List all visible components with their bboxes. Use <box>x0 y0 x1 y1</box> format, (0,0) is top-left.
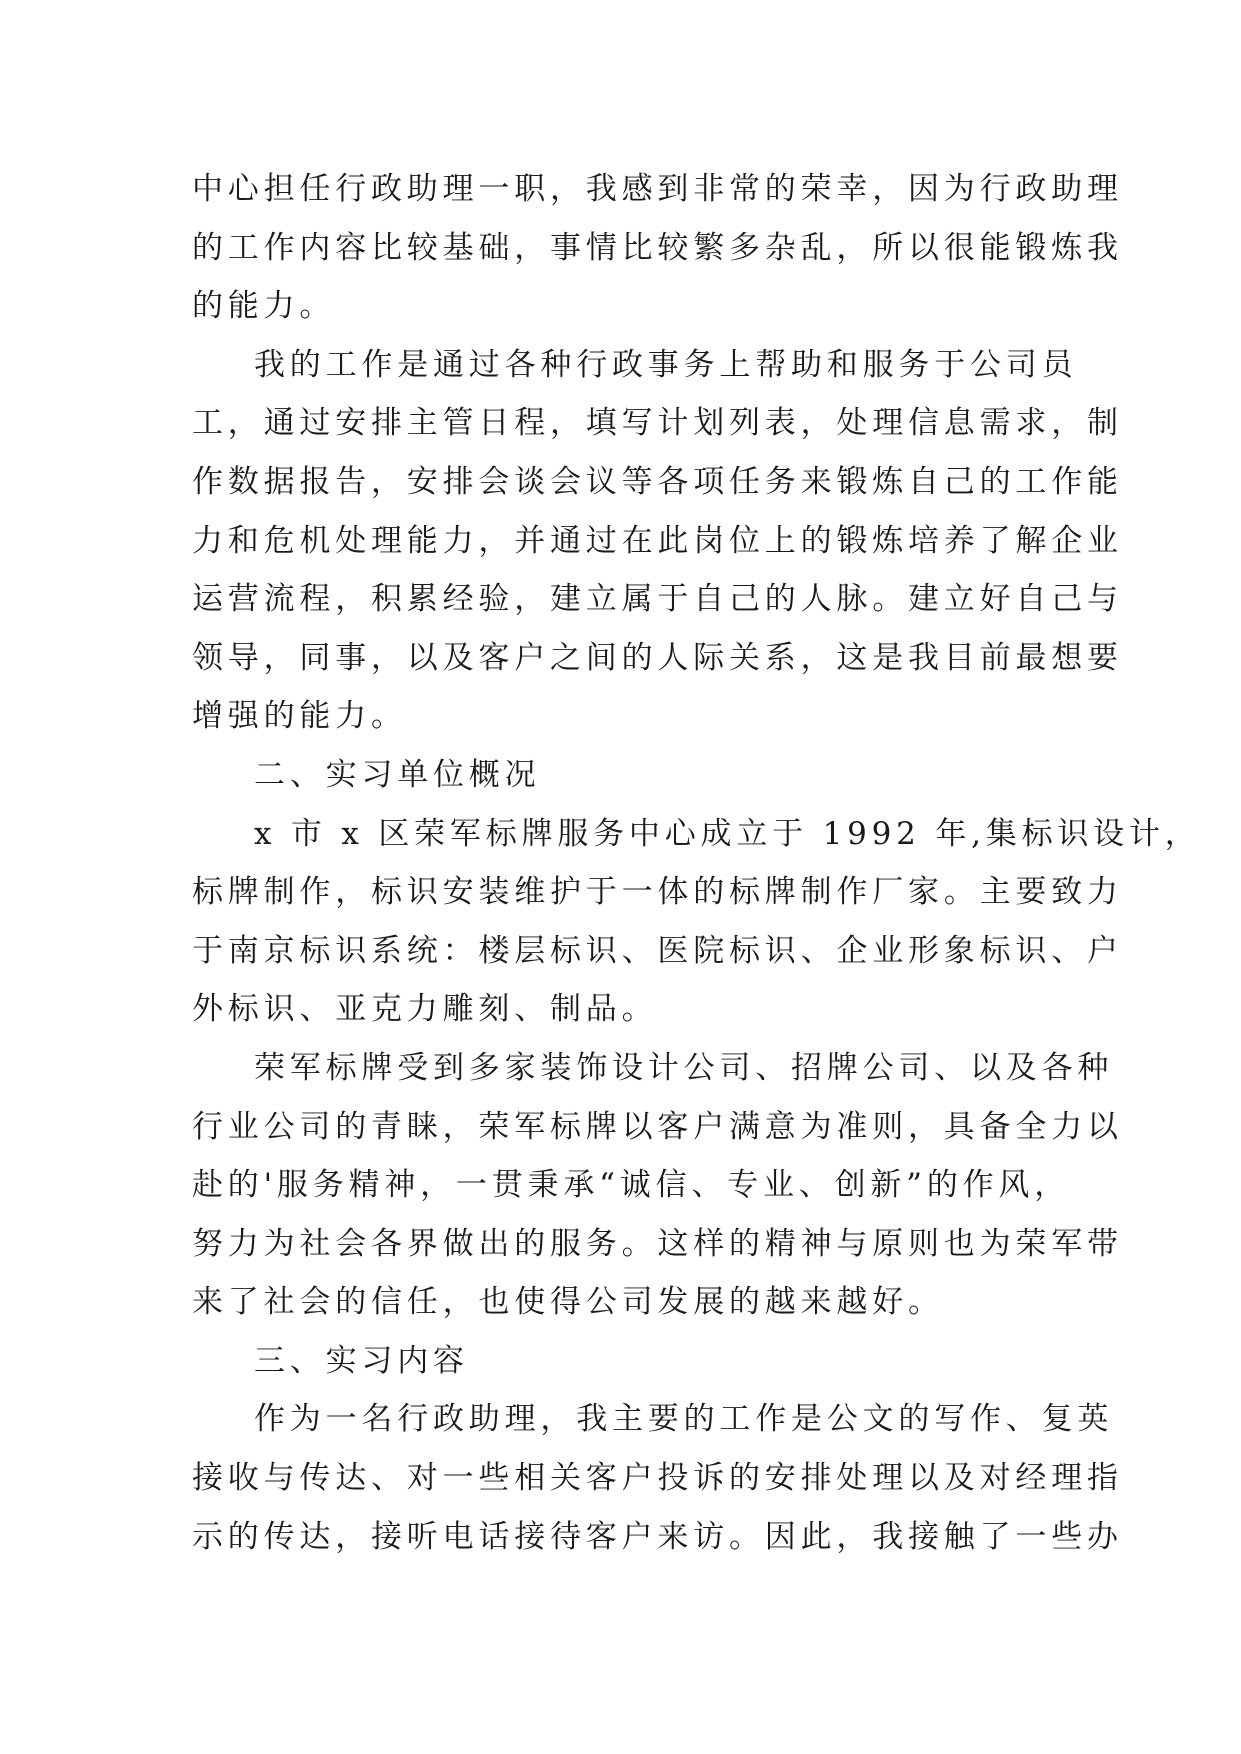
paragraph-start-line: x 市 x 区荣军标牌服务中心成立于 1992 年,集标识设计， <box>254 815 1201 852</box>
text-line: 领导，同事，以及客户之间的人际关系，这是我目前最想要 <box>192 639 1123 676</box>
text-line: 努力为社会各界做出的服务。这样的精神与原则也为荣军带 <box>192 1225 1123 1262</box>
text-line: 作数据报告，安排会谈会议等各项任务来锻炼自己的工作能 <box>192 463 1123 500</box>
text-line: 力和危机处理能力，并通过在此岗位上的锻炼培养了解企业 <box>192 522 1123 559</box>
text-line: 增强的能力。 <box>192 698 407 735</box>
paragraph-start-line: 我的工作是通过各种行政事务上帮助和服务于公司员 <box>254 346 1078 383</box>
section-heading: 三、实习内容 <box>254 1342 469 1379</box>
text-line: 行业公司的青睐，荣军标牌以客户满意为准则，具备全力以 <box>192 1108 1123 1145</box>
text-line: 运营流程，积累经验，建立属于自己的人脉。建立好自己与 <box>192 581 1123 618</box>
section-heading: 二、实习单位概况 <box>254 756 541 793</box>
text-line: 中心担任行政助理一职，我感到非常的荣幸，因为行政助理 <box>192 171 1123 207</box>
paragraph-start-line: 荣军标牌受到多家装饰设计公司、招牌公司、以及各种 <box>254 1049 1114 1086</box>
text-line: 的能力。 <box>192 288 336 325</box>
text-line: 的工作内容比较基础，事情比较繁多杂乱，所以很能锻炼我 <box>192 229 1123 266</box>
text-line: 赴的'服务精神，一贯秉承“诚信、专业、创新”的作风， <box>192 1167 1071 1204</box>
text-line: 外标识、亚克力雕刻、制品。 <box>192 991 658 1028</box>
text-line: 来了社会的信任，也使得公司发展的越来越好。 <box>192 1284 944 1321</box>
text-line: 示的传达，接听电话接待客户来访。因此，我接触了一些办 <box>192 1518 1123 1555</box>
paragraph-start-line: 作为一名行政助理，我主要的工作是公文的写作、复英 <box>254 1401 1114 1438</box>
text-line: 接收与传达、对一些相关客户投诉的安排处理以及对经理指 <box>192 1460 1123 1497</box>
text-line: 标牌制作，标识安装维护于一体的标牌制作厂家。主要致力 <box>192 874 1123 911</box>
text-line: 工，通过安排主管日程，填写计划列表，处理信息需求，制 <box>192 405 1123 442</box>
text-line: 于南京标识系统：楼层标识、医院标识、企业形象标识、户 <box>192 932 1123 969</box>
document-body <box>192 160 1201 1566</box>
